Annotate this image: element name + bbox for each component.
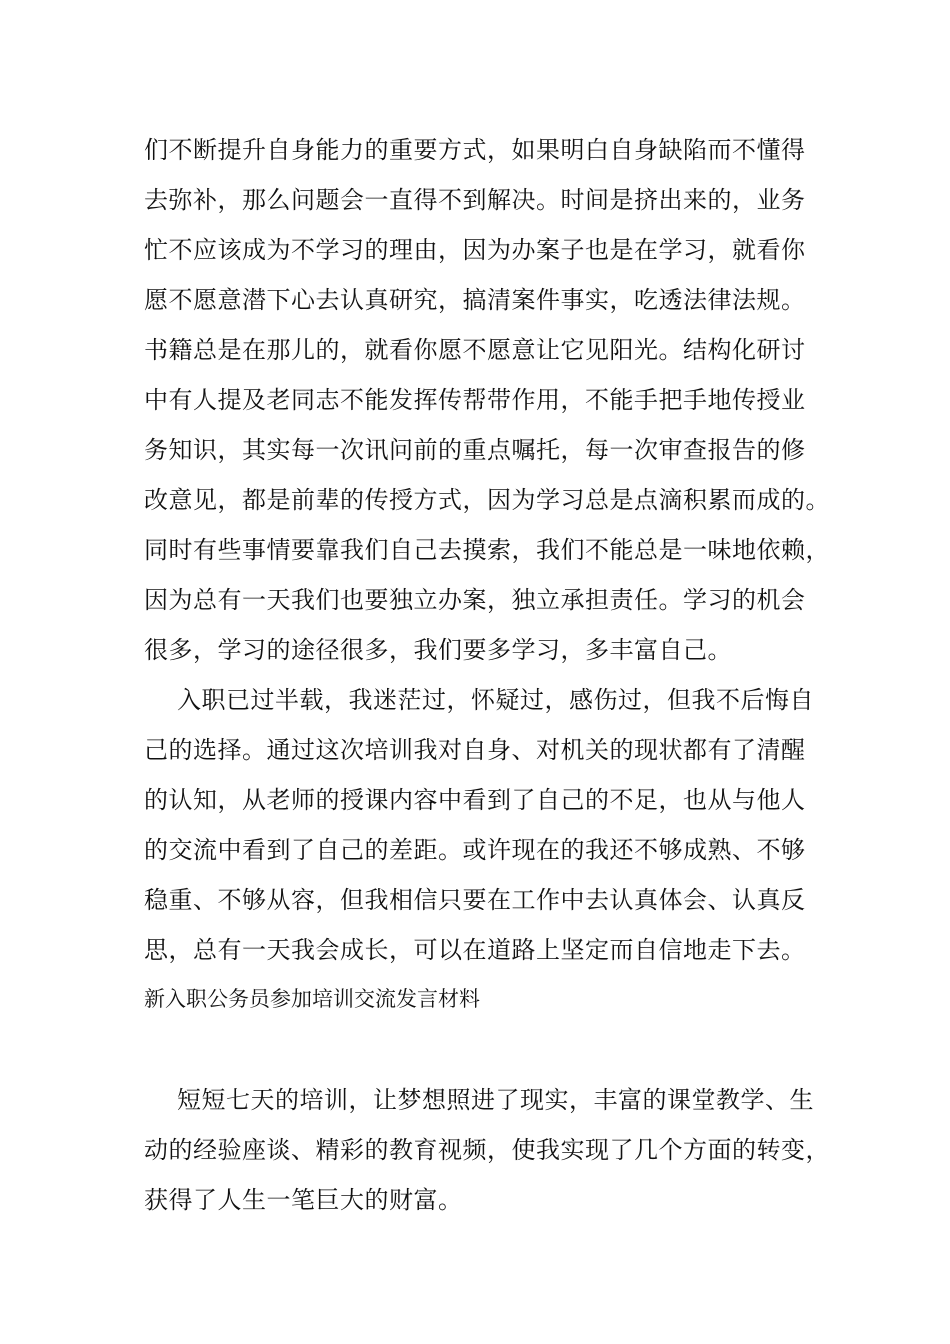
text-line: 因为总有一天我们也要独立办案，独立承担责任。学习的机会 [144, 586, 806, 614]
text-line: 同时有些事情要靠我们自己去摸索，我们不能总是一味地依赖， [144, 536, 830, 564]
text-line: 很多，学习的途径很多，我们要多学习，多丰富自己。 [144, 636, 732, 664]
text-line: 们不断提升自身能力的重要方式，如果明白自身缺陷而不懂得 [144, 136, 806, 164]
text-line: 去弥补，那么问题会一直得不到解决。时间是挤出来的，业务 [144, 186, 806, 214]
text-line: 愿不愿意潜下心去认真研究，搞清案件事实，吃透法律法规。 [144, 286, 806, 314]
paragraph-intro [144, 1075, 834, 1225]
text-line: 动的经验座谈、精彩的教育视频，使我实现了几个方面的转变， [144, 1136, 830, 1164]
text-line: 己的选择。通过这次培训我对自身、对机关的现状都有了清醒 [144, 736, 806, 764]
text-line: 书籍总是在那儿的，就看你愿不愿意让它见阳光。结构化研讨 [144, 336, 806, 364]
text-line: 思，总有一天我会成长，可以在道路上坚定而自信地走下去。 [144, 936, 806, 964]
text-line: 入职已过半载，我迷茫过，怀疑过，感伤过，但我不后悔自 [177, 686, 814, 714]
text-line: 的认知，从老师的授课内容中看到了自己的不足，也从与他人 [144, 786, 806, 814]
text-line: 中有人提及老同志不能发挥传帮带作用，不能手把手地传授业 [144, 386, 806, 414]
text-line: 获得了人生一笔巨大的财富。 [144, 1186, 463, 1214]
text-line: 务知识，其实每一次讯问前的重点嘱托，每一次审查报告的修 [144, 436, 806, 464]
text-line: 忙不应该成为不学习的理由，因为办案子也是在学习，就看你 [144, 236, 806, 264]
paragraph-reflection [144, 675, 834, 975]
text-line: 短短七天的培训，让梦想照进了现实，丰富的课堂教学、生 [177, 1086, 814, 1114]
text-line: 的交流中看到了自己的差距。或许现在的我还不够成熟、不够 [144, 836, 806, 864]
section-heading: 新入职公务员参加培训交流发言材料 [144, 987, 480, 1011]
paragraph-continued [144, 125, 834, 675]
text-line: 改意见，都是前辈的传授方式，因为学习总是点滴积累而成的。 [144, 486, 830, 514]
text-line: 稳重、不够从容，但我相信只要在工作中去认真体会、认真反 [144, 886, 806, 914]
